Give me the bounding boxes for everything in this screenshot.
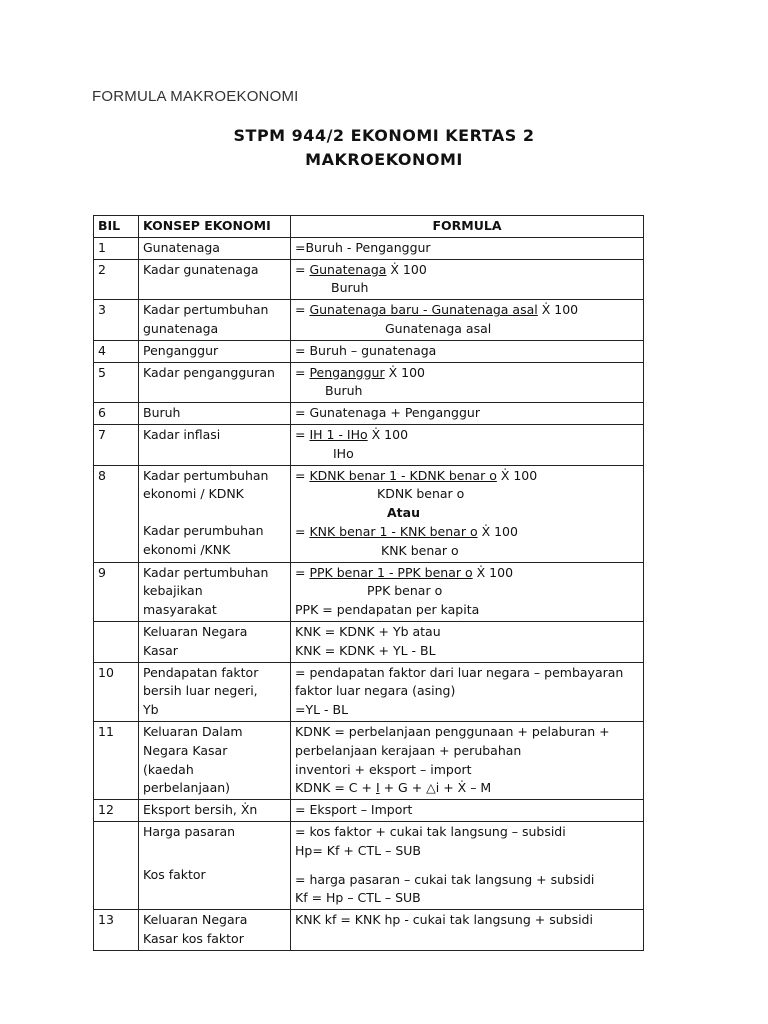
table-row: [94, 340, 644, 362]
formula-denominator: Buruh: [331, 280, 369, 296]
concept-line: Kadar pertumbuhan: [143, 302, 269, 318]
formula-equals: =: [295, 426, 310, 442]
concept-line: masyarakat: [143, 602, 217, 618]
spacer: [143, 842, 286, 860]
concept-line: Keluaran Negara: [143, 623, 248, 639]
formula-cell: [291, 562, 644, 621]
formula-line: inventori + eksport – import: [295, 761, 472, 777]
formula-equals: =: [295, 523, 310, 539]
concept-line: ekonomi / KDNK: [143, 486, 244, 502]
table-row: [94, 662, 644, 721]
formula-equals: =: [295, 261, 310, 277]
formula-line: KNK = KDNK + Yb atau: [295, 623, 441, 639]
formula-line: = harga pasaran – cukai tak langsung + subsidi: [295, 871, 595, 887]
row-number: [94, 821, 139, 909]
formula-cell: [291, 300, 644, 341]
formula-multiplier: Ẋ 100: [384, 364, 425, 380]
formula-numerator: Gunatenaga baru - Gunatenaga asal: [309, 302, 538, 318]
row-number: 6: [94, 403, 139, 425]
formula-cell: = Eksport – Import: [291, 800, 644, 822]
formula-cell: [291, 465, 644, 562]
formula-line: perbelanjaan kerajaan + perubahan: [295, 742, 522, 758]
table-row: [94, 424, 644, 465]
column-header-formula: FORMULA: [291, 216, 644, 238]
formula-note: PPK = pendapatan per kapita: [295, 602, 480, 618]
row-number: 3: [94, 300, 139, 341]
concept-line: ekonomi /KNK: [143, 541, 231, 557]
table-row: [94, 465, 644, 562]
concept-line: Kadar pertumbuhan: [143, 564, 269, 580]
concept-line: Negara Kasar: [143, 742, 228, 758]
formula-denominator: Gunatenaga asal: [385, 320, 492, 336]
table-row: [94, 910, 644, 951]
formula-table: [93, 215, 644, 951]
formula-cell: [291, 362, 644, 403]
concept-cell: Kadar inflasi: [139, 424, 291, 465]
concept-line: Keluaran Negara: [143, 912, 248, 928]
concept-line: (kaedah: [143, 761, 194, 777]
concept-line: Kadar perumbuhan: [143, 523, 264, 539]
column-header-bil: BIL: [94, 216, 139, 238]
formula-line: [295, 779, 639, 798]
concept-cell: Penganggur: [139, 340, 291, 362]
table-row: [94, 562, 644, 621]
table-row: [94, 621, 644, 662]
concept-line: gunatenaga: [143, 320, 219, 336]
row-number: 4: [94, 340, 139, 362]
formula-cell: = Gunatenaga + Penganggur: [291, 403, 644, 425]
table-row: [94, 300, 644, 341]
table-row: [94, 362, 644, 403]
formula-cell: [291, 662, 644, 721]
table-row: [94, 237, 644, 259]
concept-cell: Gunatenaga: [139, 237, 291, 259]
formula-numerator: Penganggur: [309, 364, 385, 380]
concept-cell: Buruh: [139, 403, 291, 425]
table-row: [94, 403, 644, 425]
formula-line: = kos faktor + cukai tak langsung – subsidi: [295, 823, 566, 839]
row-number: 8: [94, 465, 139, 562]
row-number: 10: [94, 662, 139, 721]
formula-numerator: KNK benar 1 - KNK benar o: [309, 523, 478, 539]
concept-cell: [139, 562, 291, 621]
formula-equals: =: [295, 302, 310, 318]
title-line-2: MAKROEKONOMI: [305, 150, 463, 169]
formula-cell: [291, 424, 644, 465]
concept-line: Kasar kos faktor: [143, 930, 244, 946]
formula-line: = pendapatan faktor dari luar negara – pembayaran: [295, 664, 624, 680]
formula-line: faktor luar negara (asing): [295, 683, 456, 699]
table-header-row: [94, 216, 644, 238]
formula-line: Hp= Kf + CTL – SUB: [295, 842, 421, 858]
formula-numerator: IH 1 - IHo: [309, 426, 368, 442]
formula-equals: =: [295, 564, 310, 580]
formula-cell: [291, 721, 644, 799]
concept-line: bersih luar negeri,: [143, 683, 258, 699]
formula-part: KDNK = C +: [295, 780, 376, 796]
table-row: [94, 821, 644, 909]
spacer: [143, 504, 286, 522]
concept-cell: [139, 662, 291, 721]
row-number: 1: [94, 237, 139, 259]
formula-multiplier: Ẋ 100: [472, 564, 514, 580]
concept-line: perbelanjaan): [143, 780, 231, 796]
formula-line: KNK = KDNK + YL - BL: [295, 642, 436, 658]
formula-denominator: KNK benar o: [381, 542, 459, 558]
page-title: [0, 124, 768, 172]
formula-multiplier: Ẋ 100: [367, 426, 409, 442]
formula-denominator: PPK benar o: [367, 583, 443, 599]
title-line-1: STPM 944/2 EKONOMI KERTAS 2: [233, 126, 535, 145]
formula-multiplier: Ẋ 100: [386, 261, 427, 277]
concept-cell: [139, 910, 291, 951]
formula-denominator: Buruh: [325, 383, 363, 399]
formula-cell: =Buruh - Penganggur: [291, 237, 644, 259]
table-row: [94, 721, 644, 799]
concept-line: Harga pasaran: [143, 823, 236, 839]
row-number: 7: [94, 424, 139, 465]
row-number: 12: [94, 800, 139, 822]
formula-cell: KNK kf = KNK hp - cukai tak langsung + subsidi: [291, 910, 644, 951]
concept-cell: Eksport bersih, Ẋn: [139, 800, 291, 822]
formula-denominator: IHo: [333, 445, 354, 461]
formula-multiplier: Ẋ 100: [477, 523, 518, 539]
formula-cell: [291, 821, 644, 909]
formula-part: I: [375, 780, 380, 796]
formula-cell: [291, 259, 644, 300]
table-row: [94, 259, 644, 300]
concept-cell: [139, 621, 291, 662]
atau-label: Atau: [387, 505, 420, 521]
concept-cell: [139, 721, 291, 799]
concept-cell: [139, 465, 291, 562]
formula-numerator: Gunatenaga: [309, 261, 387, 277]
row-number: 11: [94, 721, 139, 799]
row-number: 5: [94, 362, 139, 403]
row-number: 2: [94, 259, 139, 300]
column-header-konsep: KONSEP EKONOMI: [139, 216, 291, 238]
formula-equals: =: [295, 467, 310, 483]
formula-numerator: KDNK benar 1 - KDNK benar o: [309, 467, 497, 483]
concept-line: Keluaran Dalam: [143, 723, 243, 739]
document-header: FORMULA MAKROEKONOMI: [92, 88, 299, 105]
formula-multiplier: Ẋ 100: [537, 302, 579, 318]
concept-cell: Kadar pengangguran: [139, 362, 291, 403]
row-number: 13: [94, 910, 139, 951]
concept-cell: Kadar gunatenaga: [139, 259, 291, 300]
formula-denominator: KDNK benar o: [377, 486, 465, 502]
formula-line: KDNK = perbelanjaan penggunaan + pelaburan +: [295, 723, 610, 739]
concept-line: Kasar: [143, 642, 178, 658]
concept-line: kebajikan: [143, 583, 203, 599]
concept-cell: [139, 821, 291, 909]
formula-numerator: PPK benar 1 - PPK benar o: [309, 564, 473, 580]
table-row: [94, 800, 644, 822]
formula-multiplier: Ẋ 100: [496, 467, 538, 483]
formula-line: =YL - BL: [295, 702, 349, 718]
row-number: [94, 621, 139, 662]
row-number: 9: [94, 562, 139, 621]
concept-line: Pendapatan faktor: [143, 664, 259, 680]
formula-part: + G + △i + Ẋ – M: [379, 780, 492, 796]
concept-line: Kos faktor: [143, 866, 206, 882]
formula-cell: [291, 621, 644, 662]
concept-line: Yb: [143, 702, 159, 718]
formula-cell: = Buruh – gunatenaga: [291, 340, 644, 362]
formula-line: Kf = Hp – CTL – SUB: [295, 890, 421, 906]
concept-line: Kadar pertumbuhan: [143, 467, 269, 483]
concept-cell: [139, 300, 291, 341]
formula-equals: =: [295, 364, 310, 380]
